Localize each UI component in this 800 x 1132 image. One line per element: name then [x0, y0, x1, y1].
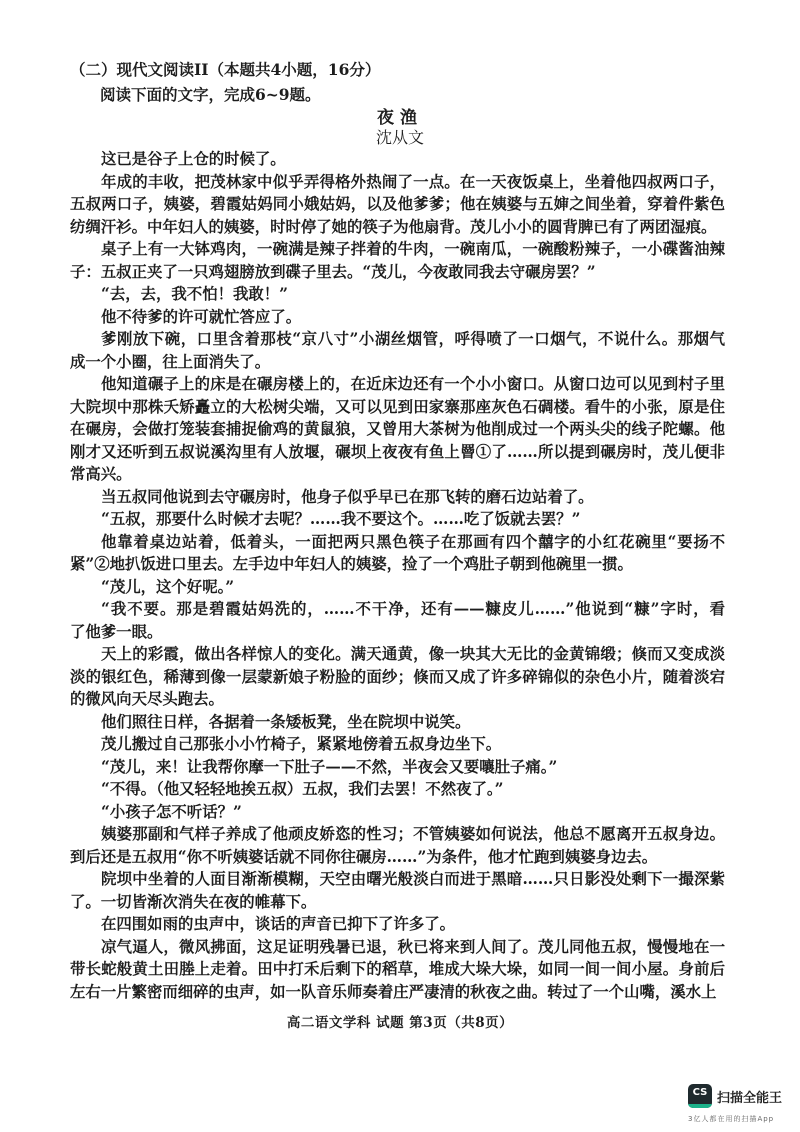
text-line: “小孩子怎不听话？” — [101, 802, 242, 821]
text-line: 爹刚放下碗，口里含着那枝“京八寸”小湖丝烟管，呼得喷了一口烟气，不说什么。那烟气 — [101, 330, 725, 348]
paragraph — [70, 576, 725, 599]
watermark-tagline: 3亿人都在用的扫描App — [688, 1115, 775, 1123]
paragraph — [70, 598, 725, 643]
text-line: 他不待爹的许可就忙答应了。 — [101, 307, 302, 326]
text-line: 凉气逼人，微风拂面，这足证明残暑已退，秋已将来到人间了。茂儿同他五叔，慢慢地在一 — [101, 937, 725, 956]
paragraph — [70, 868, 725, 913]
text-line: 院坝中坐着的人面目渐渐模糊，天空由曙光般淡白而进于黑暗……只日影没处剩下一撮深紫 — [101, 870, 725, 888]
text-line: 紧”②地扒饭进口里去。左手边中年妇人的姨婆，捡了一个鸡肚子朝到他碗里一掼。 — [70, 555, 633, 573]
text-line: 常高兴。 — [70, 465, 132, 483]
text-line: 成一个小圈，往上面消失了。 — [70, 352, 271, 371]
text-line: 他们照往日样，各据着一条矮板凳，坐在院坝中说笑。 — [101, 712, 471, 731]
text-line: 年成的丰收，把茂林家中似乎弄得格外热闹了一点。在一天夜饭桌上，坐着他四叔两口子， — [101, 172, 725, 191]
text-line: 了。一切皆渐次消失在夜的帷幕下。 — [70, 892, 317, 911]
text-line: 桌子上有一大钵鸡肉，一碗满是辣子拌着的牛肉，一碗南瓜，一碗酸粉辣子，一小碟酱油辣 — [101, 240, 725, 258]
text-line: 带长蛇般黄土田塍上走着。田中打禾后剩下的稻草，堆成大垛大垛，如同一间一间小屋。身前后 — [70, 960, 725, 978]
text-line: 在碾房，会做打笼装套捕捉偷鸡的黄鼠狼，又曾用大茶树为他削成过一个两头尖的线子陀螺。他 — [70, 420, 725, 438]
section-header: （二）现代文阅读II（本题共4小题，16分） — [70, 60, 381, 79]
paragraph — [70, 328, 725, 373]
text-line: 五叔两口子，姨婆，碧霞姑妈同小娥姑妈，以及他爹爹；他在姨婆与五婶之间坐着，穿着件紫色 — [70, 195, 725, 213]
text-line: “茂儿，来！让我帮你摩一下肚子——不然，半夜会又要嚷肚子痛。” — [101, 757, 558, 776]
text-line: 他知道碾子上的床是在碾房楼上的，在近床边还有一个小小窗口。从窗口边可以见到村子里 — [101, 375, 725, 393]
text-line: 在四围如雨的虫声中，谈话的声音已抑下了许多了。 — [101, 915, 455, 933]
paragraph — [70, 283, 725, 306]
text-line: “不得。（他又轻轻地挨五叔）五叔，我们去罢！不然夜了。” — [101, 780, 504, 798]
text-line: 淡的银红色，稀薄到像一层蒙新娘子粉脸的面纱；倏而又成了许多碎锦似的杂色小片，随着淡宕 — [70, 667, 725, 686]
paragraph — [70, 711, 725, 734]
paragraph — [70, 531, 725, 576]
paragraph — [70, 171, 725, 239]
text-line: 的微风向天尽头跑去。 — [70, 690, 224, 708]
text-line: 左右一片繁密而细碎的虫声，如一队音乐师奏着庄严凄清的秋夜之曲。转过了一个山嘴，溪水上 — [70, 982, 717, 1001]
text-line: 茂儿搬过自己那张小小竹椅子，紧紧地傍着五叔身边坐下。 — [101, 735, 502, 753]
article-author: 沈从文 — [375, 128, 424, 147]
paragraph — [70, 756, 725, 779]
paragraph — [70, 148, 725, 171]
text-line: “我不要。那是碧霞姑妈洗的，……不干净，还有——糠皮儿……”他说到“糠”字时，看 — [101, 600, 725, 618]
text-line: 当五叔同他说到去守碾房时，他身子似乎早已在那飞转的磨石边站着了。 — [101, 487, 594, 506]
paragraph — [70, 373, 725, 486]
text-line: “五叔，那要什么时候才去呢？……我不要这个。……吃了饭就去罢？” — [101, 510, 581, 528]
text-line: 了他爹一眼。 — [70, 622, 163, 641]
paragraph — [70, 913, 725, 936]
text-line: 刚才又还听到五叔说溪沟里有人放堰，碾坝上夜夜有鱼上罾①了……所以提到碾房时，茂儿便非 — [70, 442, 725, 461]
paragraph — [70, 801, 725, 824]
paragraph — [70, 733, 725, 756]
instruction: 阅读下面的文字，完成6~9题。 — [100, 85, 321, 104]
paragraph — [70, 936, 725, 1004]
paragraph — [70, 306, 725, 329]
camscanner-logo-icon — [688, 1084, 712, 1108]
text-line: 纺绸汗衫。中年妇人的姨婆，时时停了她的筷子为他扇背。茂儿小小的圆背脾已有了两团湿痕。 — [70, 217, 717, 236]
watermark-app-name: 扫描全能王 — [717, 1091, 783, 1106]
text-line: 他靠着桌边站着，低着头，一面把两只黑色筷子在那画有四个囍字的小红花碗里“要扬不 — [101, 532, 725, 551]
paragraph — [70, 486, 725, 509]
camscanner-watermark — [688, 1084, 798, 1128]
text-line: 姨婆那副和气样子养成了他顽皮娇恣的性习；不管姨婆如何说法，他总不愿离开五叔身边。 — [101, 825, 725, 843]
text-line: 大院坝中那株夭矫矗立的大松树尖端，又可以见到田家寨那座灰色石碉楼。看牛的小张，原是住 — [70, 397, 725, 416]
article-body — [70, 148, 725, 1003]
text-line: “去，去，我不怕！我敢！” — [101, 285, 289, 303]
text-line: 这已是谷子上仓的时候了。 — [101, 150, 286, 168]
page-footer: 高二语文学科 试题 第3页（共8页） — [286, 1015, 514, 1031]
text-line: 子：五叔正夹了一只鸡翅膀放到碟子里去。“茂儿，今夜敢同我去守碾房罢？” — [70, 262, 596, 281]
paragraph — [70, 508, 725, 531]
logo-text: CS — [692, 1087, 708, 1098]
text-line: “茂儿，这个好呢。” — [101, 577, 235, 596]
paragraph — [70, 778, 725, 801]
text-line: 到后还是五叔用“你不听姨婆话就不同你往碾房……”为条件，他才忙跑到姨婆身边去。 — [70, 847, 658, 866]
text-line: 天上的彩霞，做出各样惊人的变化。满天通黄，像一块其大无比的金黄锦缎；倏而又变成淡 — [101, 645, 725, 663]
paragraph — [70, 643, 725, 711]
article-title: 夜渔 — [377, 108, 423, 128]
paragraph — [70, 238, 725, 283]
paragraph — [70, 823, 725, 868]
